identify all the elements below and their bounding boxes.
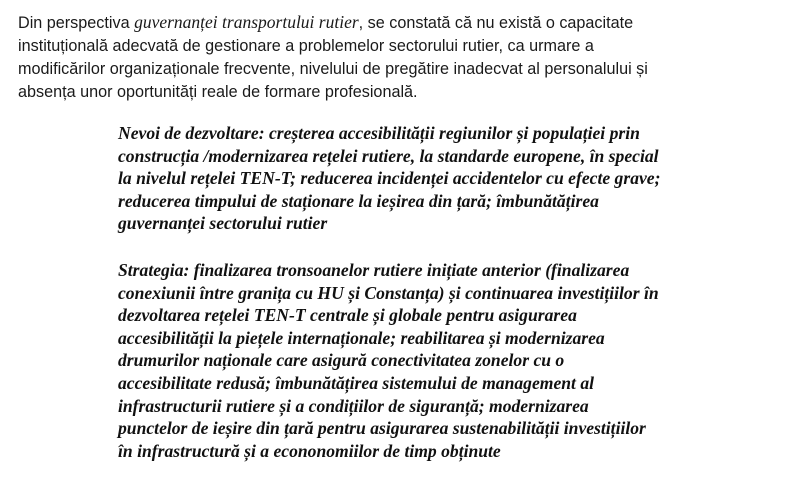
intro-line-2: instituțională adecvată de gestionare a problemelor sectorului rutier, ca urmare a [18, 37, 594, 55]
needs-line-3: la nivelul rețelei TEN-T; reducerea incidenței accidentelor cu efecte grave; [118, 168, 661, 189]
intro-line-3: modificărilor organizaționale frecvente, nivelului de pregătire inadecvat al personalului și [18, 60, 648, 78]
needs-line-2: construcția /modernizarea rețelei rutiere, la standarde europene, în special [118, 145, 659, 166]
strategy-line-6: accesibilitate redusă; îmbunătățirea sistemului de management al [118, 372, 595, 393]
intro-line-1 [18, 11, 788, 35]
strategy-line-8: punctelor de ieșire din țară pentru asigurarea sustenabilității investițiilor [118, 418, 646, 439]
intro-text-start: Din perspectiva [18, 14, 135, 32]
intro-line-4: absența unor oportunități reale de formare profesională. [18, 83, 418, 101]
needs-line-5: guvernanței sectorului rutier [118, 213, 328, 234]
strategy-line-4: accesibilității la piețele internaționale; reabilitarea și modernizarea [118, 327, 605, 348]
intro-text-continued: , se constată că nu există o capacitate [358, 14, 634, 32]
strategy-line-5: drumurilor naționale care asigură conectivitatea zonelor cu o [118, 350, 565, 371]
strategy-line-2: conexiunii între granița cu HU și Constanța) și continuarea investițiilor în [118, 282, 659, 303]
strategy-block [118, 259, 788, 462]
intro-emphasis: guvernanței transportului rutier [134, 12, 359, 32]
needs-line-4: reducerea timpului de staționare la ieșirea din țară; îmbunătățirea [118, 190, 599, 211]
strategy-line-1: Strategia: finalizarea tronsoanelor rutiere inițiate anterior (finalizarea [118, 260, 630, 280]
intro-paragraph [18, 11, 788, 104]
strategy-line-3: dezvoltarea rețelei TEN-T centrale și globale pentru asigurarea [118, 305, 577, 326]
strategy-line-7: infrastructurii rutiere și a condițiilor de siguranță; modernizarea [118, 395, 589, 416]
needs-line-1: Nevoi de dezvoltare: creșterea accesibilității regiunilor și populației prin [118, 123, 640, 143]
development-needs-block [118, 122, 788, 235]
strategy-line-9: în infrastructură și a econonomiilor de timp obținute [118, 440, 501, 461]
